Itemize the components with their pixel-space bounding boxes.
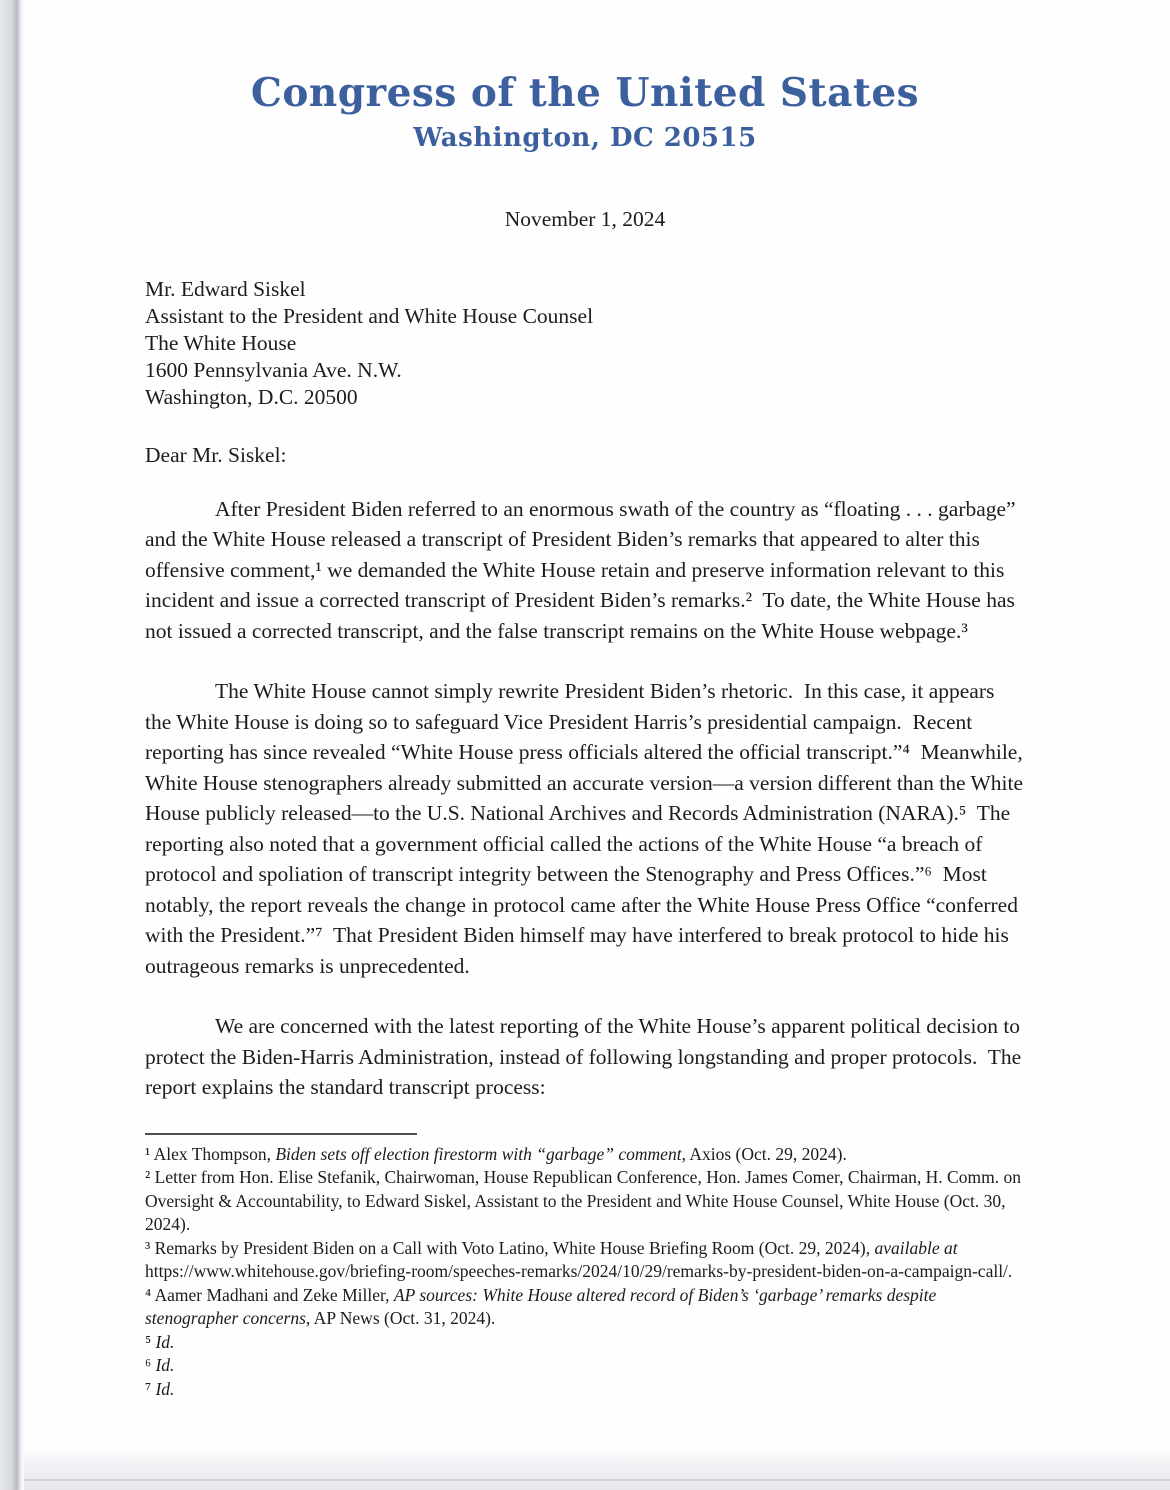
- salutation: Dear Mr. Siskel:: [145, 442, 287, 467]
- letterhead: [0, 0, 1170, 153]
- footnote-1: ¹ Alex Thompson, Biden sets off election firestorm with “garbage” comment, Axios (Oct. 29, 2024).: [145, 1143, 847, 1164]
- letter-date: November 1, 2024: [504, 206, 666, 231]
- body-paragraph-1: After President Biden referred to an enormous swath of the country as “floating . . . garbage” and the White House released a transcript of President Biden’s remarks that appeared to alter this offensive comment,¹ we demanded the White House retain and preserve information relevant to this incident and issue a corrected transcript of President Biden’s remarks.² To date, the White House has not issued a corrected transcript, and the false transcript remains on the White House webpage.³: [145, 496, 1021, 643]
- footnote-2: ² Letter from Hon. Elise Stefanik, Chairwoman, House Republican Conference, Hon. James Comer, Chairman, H. Comm. on Oversight & Accountability, to Edward Siskel, Assistant to the President and White House Counsel, White House (Oct. 30, 2024).: [145, 1167, 1021, 1235]
- recipient-org: The White House: [145, 330, 297, 355]
- recipient-city: Washington, D.C. 20500: [145, 384, 358, 409]
- letterhead-subtitle: Washington, DC 20515: [413, 122, 757, 153]
- page-edge-bottom: [0, 1448, 1170, 1490]
- recipient-street: 1600 Pennsylvania Ave. N.W.: [145, 357, 402, 382]
- recipient-name: Mr. Edward Siskel: [145, 276, 306, 301]
- recipient-title: Assistant to the President and White House Counsel: [145, 303, 594, 328]
- footnote-4: ⁴ Aamer Madhani and Zeke Miller, AP sources: White House altered record of Biden’s ‘garbage’ remarks despite stenographer concerns, AP News (Oct. 31, 2024).: [145, 1284, 937, 1329]
- footnote-separator: [145, 1133, 417, 1135]
- footnotes-section: [145, 1143, 1030, 1402]
- letterhead-title: Congress of the United States: [250, 70, 920, 116]
- footnote-5: ⁵ Id.: [145, 1331, 175, 1352]
- recipient-address-block: [145, 276, 1170, 411]
- footnote-3: ³ Remarks by President Biden on a Call with Voto Latino, White House Briefing Room (Oct. 29, 2024), available at https://www.whitehouse.gov/briefing-room/speeches-remarks/2024/10/29/remarks-by-president-biden-on-a-campaign-call/.: [145, 1237, 1013, 1282]
- body-paragraph-3: We are concerned with the latest reporting of the White House’s apparent political decision to protect the Biden-Harris Administration, instead of following longstanding and proper protocols. The report explains the standard transcript process:: [145, 1014, 1027, 1100]
- footnote-7: ⁷ Id.: [145, 1378, 175, 1399]
- page-edge-left: [0, 0, 24, 1490]
- footnote-6: ⁶ Id.: [145, 1355, 175, 1376]
- body-paragraph-2: The White House cannot simply rewrite President Biden’s rhetoric. In this case, it appears the White House is doing so to safeguard Vice President Harris’s presidential campaign. Recent reporting has since revealed “White House press officials altered the official transcript.”⁴ Meanwhile, White House stenographers already submitted an accurate version—a version different than the White House publicly released—to the U.S. National Archives and Records Administration (NARA).⁵ The reporting also noted that a government official called the actions of the White House “a breach of protocol and spoliation of transcript integrity between the Stenography and Press Offices.”⁶ Most notably, the report reveals the change in protocol came after the White House Press Office “conferred with the President.”⁷ That President Biden himself may have interfered to break protocol to hide his outrageous remarks is unprecedented.: [145, 679, 1029, 978]
- letter-body: [145, 494, 1029, 1103]
